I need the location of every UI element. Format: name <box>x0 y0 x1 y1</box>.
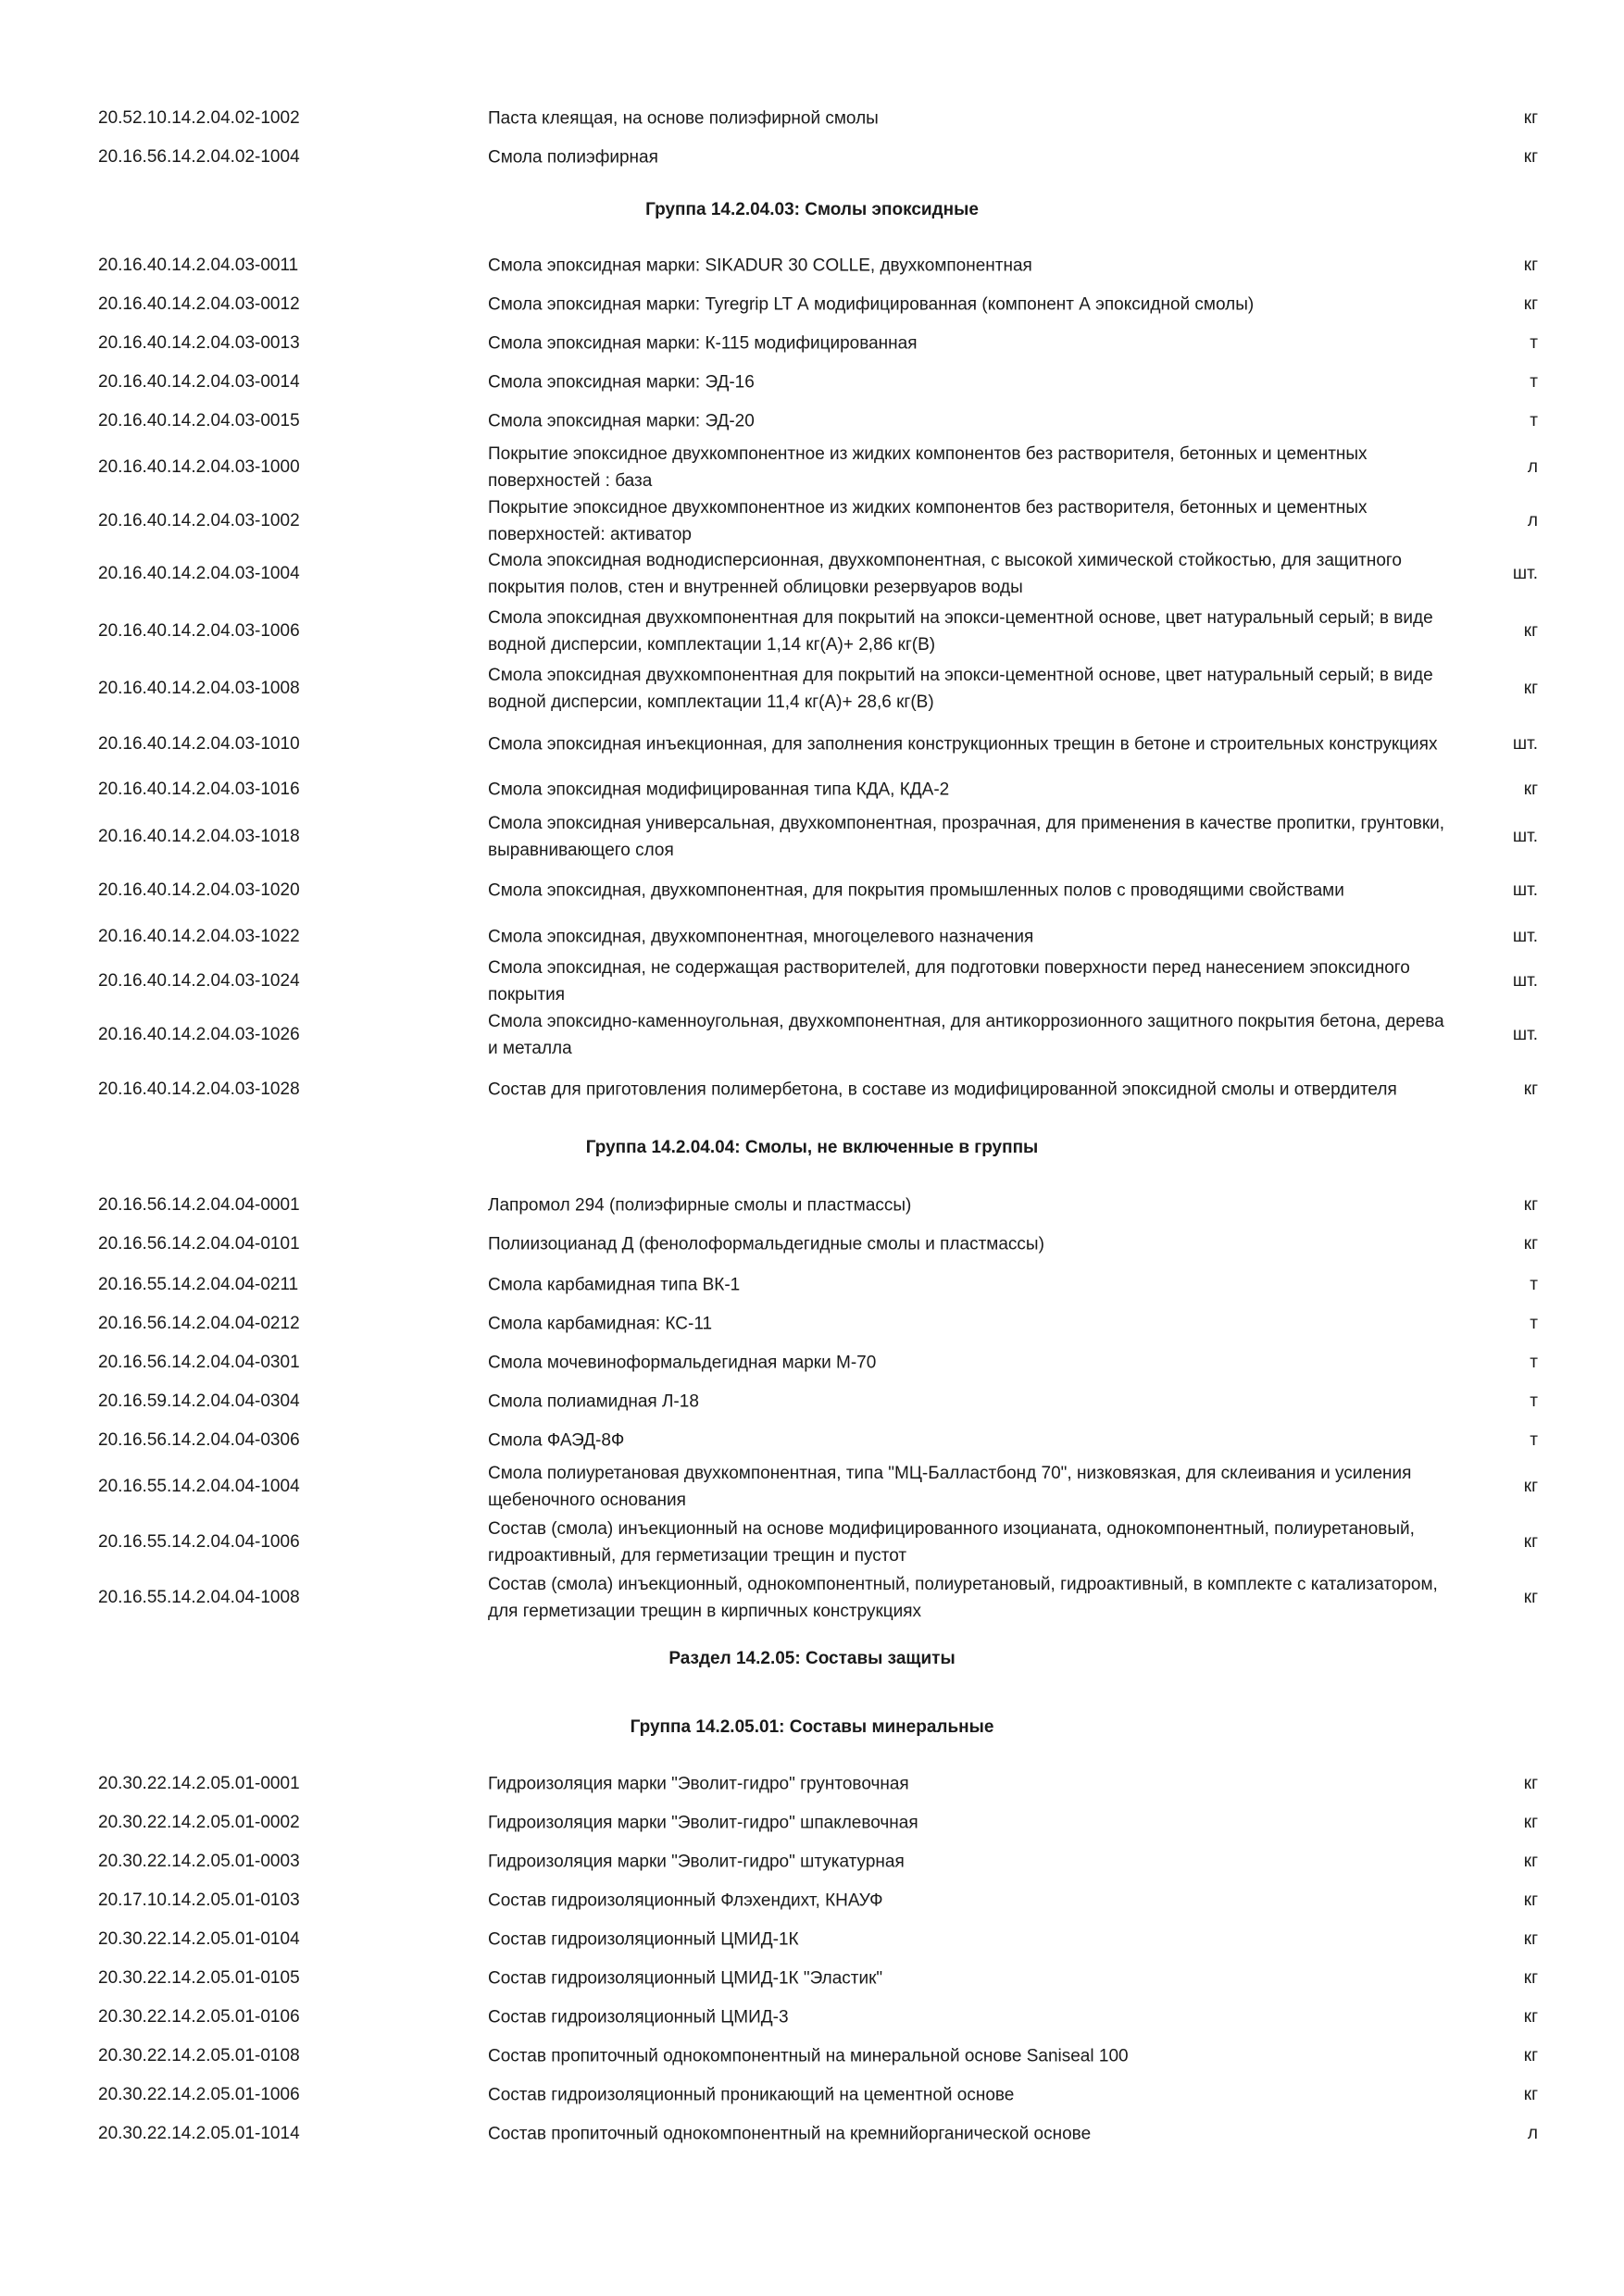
item-unit: шт. <box>1512 1025 1538 1044</box>
item-code: 20.30.22.14.2.05.01-0003 <box>98 1852 300 1871</box>
item-code: 20.16.55.14.2.04.04-1008 <box>98 1588 300 1607</box>
item-name: Смола полиамидная Л-18 <box>488 1391 699 1412</box>
section-heading: Группа 14.2.04.03: Смолы эпоксидные <box>645 200 979 219</box>
item-unit: кг <box>1523 1477 1538 1496</box>
item-code: 20.30.22.14.2.05.01-0002 <box>98 1813 300 1832</box>
item-code: 20.16.59.14.2.04.04-0304 <box>98 1391 300 1411</box>
item-unit: л <box>1527 511 1538 530</box>
item-name: Гидроизоляция марки "Эволит-гидро" штукатурная <box>488 1852 905 1872</box>
item-unit: л <box>1527 2124 1538 2143</box>
table-row <box>0 661 1624 717</box>
item-unit: шт. <box>1512 971 1538 991</box>
item-code: 20.16.40.14.2.04.03-0015 <box>98 411 300 430</box>
section-heading: Раздел 14.2.05: Составы защиты <box>668 1649 956 1668</box>
table-row <box>0 1007 1624 1063</box>
item-unit: т <box>1530 372 1538 392</box>
item-name: Состав гидроизоляционный ЦМИД-1К "Эластик" <box>488 1968 883 1989</box>
item-code: 20.17.10.14.2.05.01-0103 <box>98 1890 300 1910</box>
table-row <box>0 1570 1624 1626</box>
item-code: 20.16.56.14.2.04.02-1004 <box>98 147 300 167</box>
item-unit: л <box>1527 457 1538 477</box>
item-name: Смола эпоксидная марки: Tyregrip LT А модифицированная (компонент А эпоксидной смолы) <box>488 294 1255 315</box>
item-name: Паста клеящая, на основе полиэфирной смолы <box>488 108 879 129</box>
item-name: Смола эпоксидная инъекционная, для заполнения конструкционных трещин в бетоне и строительных конструкциях <box>488 734 1438 755</box>
item-code: 20.16.40.14.2.04.03-1026 <box>98 1025 300 1044</box>
item-name: Смола эпоксидная марки: ЭД-20 <box>488 411 755 431</box>
item-name: Смола эпоксидная модифицированная типа КДА, КДА-2 <box>488 780 950 800</box>
item-unit: кг <box>1523 294 1538 314</box>
item-unit: кг <box>1523 1079 1538 1099</box>
item-unit: кг <box>1523 1968 1538 1988</box>
item-unit: т <box>1530 1430 1538 1450</box>
item-code: 20.30.22.14.2.05.01-0106 <box>98 2007 300 2027</box>
item-name: Состав (смола) инъекционный, однокомпонентный, полиуретановый, гидроактивный, в комплекте с катализатором, для герметизации трещин в кирпичных конструкциях <box>488 1575 1438 1621</box>
table-row <box>0 2106 1624 2162</box>
item-name: Смола эпоксидная двухкомпонентная для покрытий на эпокси-цементной основе, цвет натуральный серый; в виде водной дисперсии, комплектации 1,14 кг(А)+ 2,86 кг(В) <box>488 608 1433 655</box>
item-code: 20.30.22.14.2.05.01-0104 <box>98 1929 300 1949</box>
item-name: Лапромол 294 (полиэфирные смолы и пластмассы) <box>488 1195 912 1216</box>
item-unit: т <box>1530 1391 1538 1411</box>
item-code: 20.16.40.14.2.04.03-0011 <box>98 256 299 275</box>
item-unit: кг <box>1523 1588 1538 1607</box>
item-code: 20.30.22.14.2.05.01-1014 <box>98 2124 300 2143</box>
item-code: 20.16.56.14.2.04.04-0301 <box>98 1353 300 1372</box>
item-name: Состав пропиточный однокомпонентный на минеральной основе Saniseal 100 <box>488 2046 1129 2066</box>
table-row <box>0 1515 1624 1570</box>
section-heading: Группа 14.2.04.04: Смолы, не включенные в группы <box>585 1138 1039 1157</box>
item-unit: т <box>1530 411 1538 430</box>
item-unit: кг <box>1523 1852 1538 1871</box>
table-row <box>0 1459 1624 1515</box>
item-unit: шт. <box>1512 734 1538 754</box>
item-name: Покрытие эпоксидное двухкомпонентное из жидких компонентов без растворителя, бетонных и цементных поверхностей: активатор <box>488 498 1368 544</box>
item-unit: кг <box>1523 2007 1538 2027</box>
item-unit: шт. <box>1512 827 1538 846</box>
item-name: Смола эпоксидно-каменноугольная, двухкомпонентная, для антикоррозионного защитного покрытия бетона, дерева и металла <box>488 1012 1444 1058</box>
item-code: 20.16.40.14.2.04.03-1006 <box>98 621 300 641</box>
table-row <box>0 493 1624 549</box>
item-name: Смола ФАЭД-8Ф <box>488 1430 625 1451</box>
item-name: Смола эпоксидная воднодисперсионная, двухкомпонентная, с высокой химической стойкостью, для защитного покрытия полов, стен и внутренней облицовки резервуаров воды <box>488 551 1402 597</box>
item-unit: кг <box>1523 1774 1538 1793</box>
item-unit: т <box>1530 333 1538 353</box>
item-code: 20.16.56.14.2.04.04-0101 <box>98 1234 300 1254</box>
item-unit: кг <box>1523 1813 1538 1832</box>
table-row <box>0 440 1624 495</box>
item-name: Состав гидроизоляционный Флэхендихт, КНАУФ <box>488 1890 883 1911</box>
table-row <box>0 809 1624 865</box>
item-code: 20.16.40.14.2.04.03-1016 <box>98 780 300 799</box>
item-name: Смола эпоксидная универсальная, двухкомпонентная, прозрачная, для применения в качестве пропитки, грунтовки, выравнивающего слоя <box>488 814 1445 860</box>
item-code: 20.30.22.14.2.05.01-1006 <box>98 2085 300 2104</box>
item-name: Смола эпоксидная марки: SIKADUR 30 COLLE, двухкомпонентная <box>488 256 1032 276</box>
item-code: 20.16.40.14.2.04.03-0012 <box>98 294 300 314</box>
item-name: Смола эпоксидная, двухкомпонентная, для покрытия промышленных полов с проводящими свойствами <box>488 880 1344 901</box>
item-unit: кг <box>1523 108 1538 128</box>
item-unit: кг <box>1523 1890 1538 1910</box>
item-name: Гидроизоляция марки "Эволит-гидро" шпаклевочная <box>488 1813 918 1833</box>
item-unit: кг <box>1523 2085 1538 2104</box>
item-code: 20.16.56.14.2.04.04-0212 <box>98 1314 300 1333</box>
item-code: 20.30.22.14.2.05.01-0105 <box>98 1968 300 1988</box>
item-code: 20.16.40.14.2.04.03-1020 <box>98 880 300 900</box>
table-row <box>0 954 1624 1009</box>
item-name: Состав для приготовления полимербетона, в составе из модифицированной эпоксидной смолы и отвердителя <box>488 1079 1397 1100</box>
item-name: Покрытие эпоксидное двухкомпонентное из жидких компонентов без растворителя, бетонных и цементных поверхностей : база <box>488 444 1368 491</box>
item-name: Смола эпоксидная, двухкомпонентная, многоцелевого назначения <box>488 927 1034 947</box>
item-name: Гидроизоляция марки "Эволит-гидро" грунтовочная <box>488 1774 909 1794</box>
item-unit: кг <box>1523 780 1538 799</box>
table-row <box>0 130 1624 185</box>
item-code: 20.16.40.14.2.04.03-1008 <box>98 679 300 698</box>
item-code: 20.16.40.14.2.04.03-1022 <box>98 927 300 946</box>
item-name: Состав гидроизоляционный ЦМИД-3 <box>488 2007 789 2028</box>
item-code: 20.16.40.14.2.04.03-0014 <box>98 372 300 392</box>
item-unit: т <box>1530 1275 1538 1294</box>
section-heading: Группа 14.2.05.01: Составы минеральные <box>630 1717 994 1737</box>
item-code: 20.16.40.14.2.04.03-0013 <box>98 333 300 353</box>
item-name: Смола полиуретановая двухкомпонентная, типа "МЦ-Балластбонд 70", низковязкая, для склеивания и усиления щебеночного основания <box>488 1464 1412 1510</box>
item-name: Смола полиэфирная <box>488 147 658 168</box>
item-unit: кг <box>1523 1195 1538 1215</box>
item-name: Смола эпоксидная марки: К-115 модифицированная <box>488 333 918 354</box>
item-code: 20.16.55.14.2.04.04-0211 <box>98 1275 299 1294</box>
item-code: 20.16.56.14.2.04.04-0306 <box>98 1430 300 1450</box>
item-name: Состав гидроизоляционный ЦМИД-1К <box>488 1929 799 1950</box>
item-name: Смола эпоксидная, не содержащая растворителей, для подготовки поверхности перед нанесением эпоксидного покрытия <box>488 958 1410 1004</box>
table-row <box>0 1062 1624 1117</box>
item-unit: шт. <box>1512 564 1538 583</box>
item-code: 20.52.10.14.2.04.02-1002 <box>98 108 300 128</box>
item-name: Состав пропиточный однокомпонентный на кремнийорганической основе <box>488 2124 1092 2144</box>
item-unit: кг <box>1523 679 1538 698</box>
item-name: Смола эпоксидная марки: ЭД-16 <box>488 372 755 393</box>
item-unit: кг <box>1523 2046 1538 2065</box>
item-code: 20.16.40.14.2.04.03-1018 <box>98 827 300 846</box>
item-code: 20.16.55.14.2.04.04-1004 <box>98 1477 300 1496</box>
item-unit: кг <box>1523 621 1538 641</box>
item-code: 20.16.40.14.2.04.03-1028 <box>98 1079 300 1099</box>
item-unit: т <box>1530 1353 1538 1372</box>
item-code: 20.16.56.14.2.04.04-0001 <box>98 1195 300 1215</box>
item-name: Смола карбамидная: КС-11 <box>488 1314 713 1334</box>
item-code: 20.16.40.14.2.04.03-1024 <box>98 971 300 991</box>
item-unit: шт. <box>1512 880 1538 900</box>
item-unit: кг <box>1523 147 1538 167</box>
item-unit: кг <box>1523 1532 1538 1552</box>
item-name: Смола эпоксидная двухкомпонентная для покрытий на эпокси-цементной основе, цвет натуральный серый; в виде водной дисперсии, комплектации 11,4 кг(А)+ 28,6 кг(В) <box>488 666 1433 712</box>
item-code: 20.16.40.14.2.04.03-1002 <box>98 511 300 530</box>
item-name: Состав гидроизоляционный проникающий на цементной основе <box>488 2085 1015 2105</box>
item-unit: кг <box>1523 1234 1538 1254</box>
item-code: 20.30.22.14.2.05.01-0001 <box>98 1774 300 1793</box>
item-code: 20.16.55.14.2.04.04-1006 <box>98 1532 300 1552</box>
item-unit: кг <box>1523 256 1538 275</box>
item-code: 20.16.40.14.2.04.03-1000 <box>98 457 300 477</box>
item-name: Полиизоцианад Д (фенолоформальдегидные смолы и пластмассы) <box>488 1234 1044 1254</box>
item-code: 20.30.22.14.2.05.01-0108 <box>98 2046 300 2065</box>
table-row <box>0 546 1624 602</box>
item-name: Состав (смола) инъекционный на основе модифицированного изоцианата, однокомпонентный, полиуретановый, гидроактивный, для герметизации трещин и пустот <box>488 1519 1415 1566</box>
item-unit: кг <box>1523 1929 1538 1949</box>
item-code: 20.16.40.14.2.04.03-1004 <box>98 564 300 583</box>
item-name: Смола мочевиноформальдегидная марки М-70 <box>488 1353 877 1373</box>
item-name: Смола карбамидная типа ВК-1 <box>488 1275 741 1295</box>
table-row <box>0 604 1624 659</box>
item-code: 20.16.40.14.2.04.03-1010 <box>98 734 300 754</box>
item-unit: т <box>1530 1314 1538 1333</box>
item-unit: шт. <box>1512 927 1538 946</box>
